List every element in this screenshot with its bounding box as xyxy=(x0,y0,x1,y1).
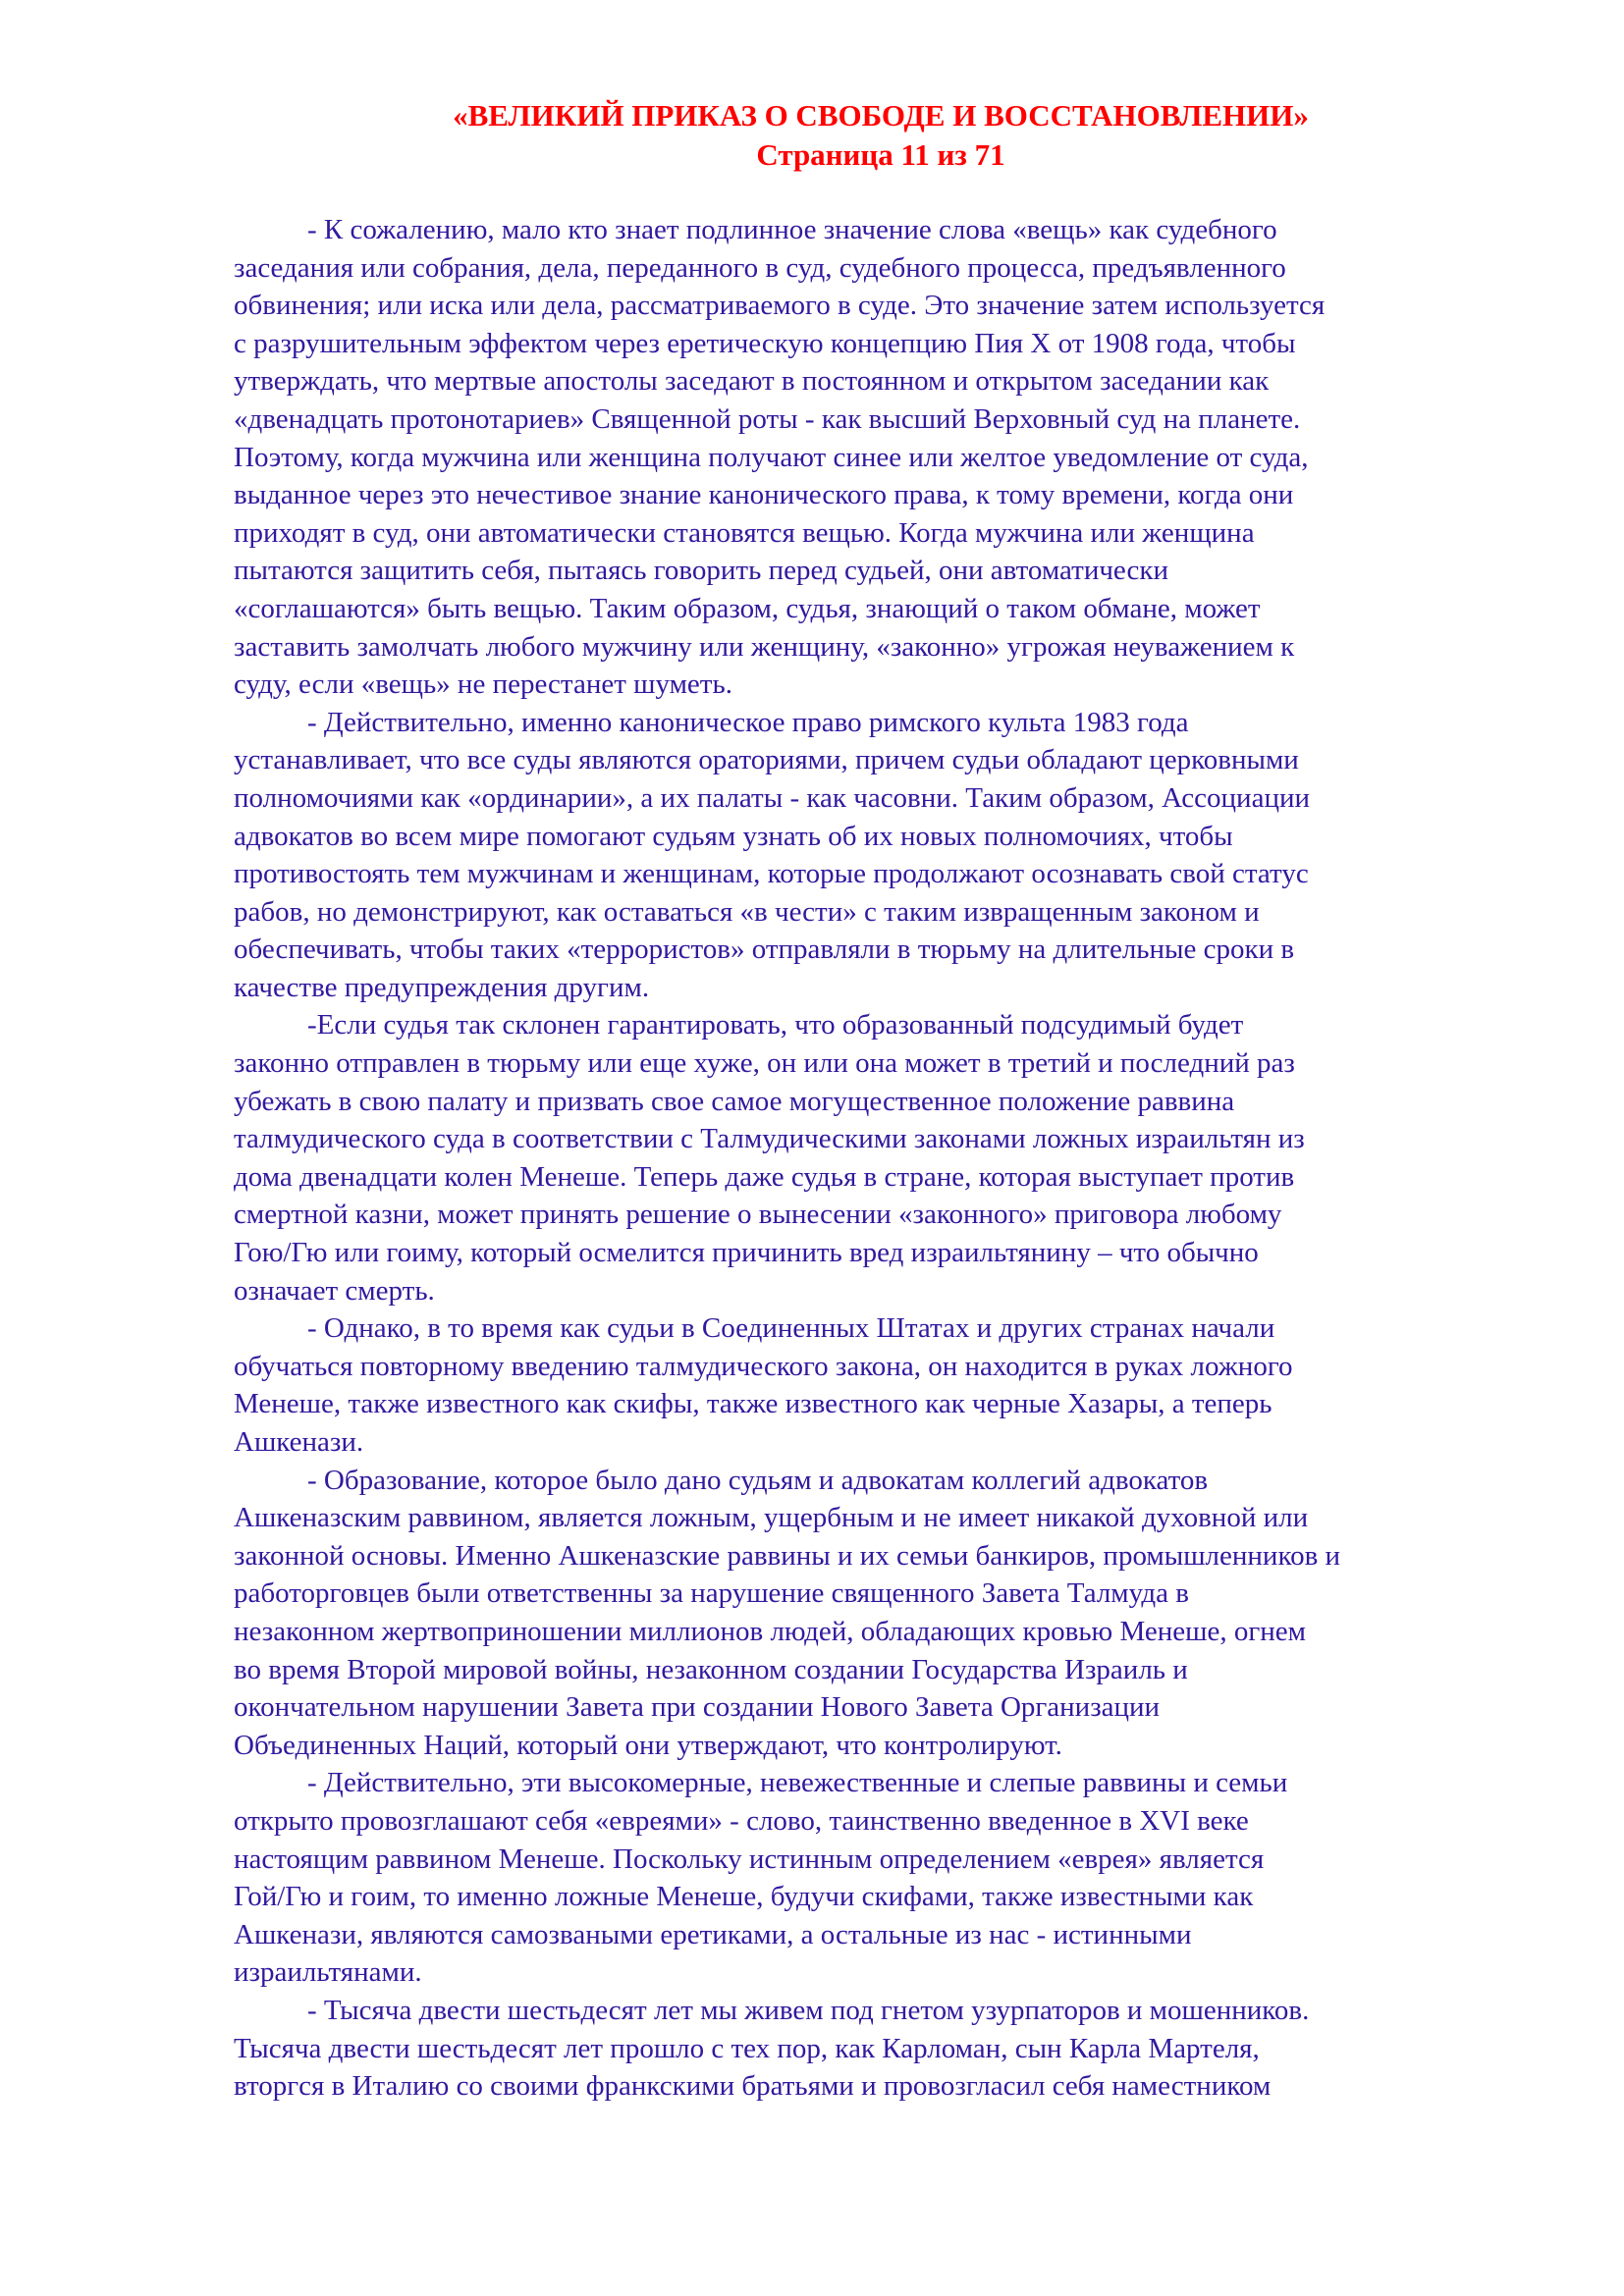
text-line: окончательном нарушении Завета при создании Нового Завета Организации xyxy=(234,1691,1161,1724)
text-line: заседания или собрания, дела, переданного в суд, судебного процесса, предъявленного xyxy=(234,251,1286,284)
text-line: заставить замолчать любого мужчину или женщину, «законно» угрожая неуважением к xyxy=(234,630,1295,663)
text-line: - Действительно, эти высокомерные, невежественные и слепые раввины и семьи xyxy=(307,1767,1288,1799)
document-title: «ВЕЛИКИЙ ПРИКАЗ О СВОБОДЕ И ВОССТАНОВЛЕНИИ» xyxy=(453,98,1309,133)
document-header xyxy=(0,96,1624,175)
paragraph xyxy=(234,1992,1530,2106)
text-line: Ашкенази, являются самозваными еретиками, а остальные из нас - истинными xyxy=(234,1918,1192,1950)
text-line: Ашкеназским раввином, является ложным, ущербным и не имеет никакой духовной или xyxy=(234,1502,1309,1534)
text-line: законной основы. Именно Ашкеназские раввины и их семьи банкиров, промышленников и xyxy=(234,1539,1341,1572)
text-line: выданное через это нечестивое знание канонического права, к тому времени, когда они xyxy=(234,479,1294,511)
page-indicator: Страница 11 из 71 xyxy=(756,137,1005,172)
text-line: - Однако, в то время как судьи в Соединенных Штатах и других странах начали xyxy=(307,1312,1275,1345)
text-line: открыто провозглашают себя «евреями» - слово, таинственно введенное в XVI веке xyxy=(234,1804,1249,1837)
text-line: Объединенных Наций, который они утверждают, что контролируют. xyxy=(234,1729,1062,1761)
text-line: работорговцев были ответственны за нарушение священного Завета Талмуда в xyxy=(234,1577,1189,1610)
text-line: с разрушительным эффектом через еретическую концепцию Пия X от 1908 года, чтобы xyxy=(234,327,1296,359)
text-line: Ашкенази. xyxy=(234,1426,364,1458)
text-line: - Тысяча двести шестьдесят лет мы живем под гнетом узурпаторов и мошенников. xyxy=(307,1994,1310,2026)
text-line: убежать в свою палату и призвать свое самое могущественное положение раввина xyxy=(234,1085,1235,1117)
text-line: обучаться повторному введению талмудического закона, он находится в руках ложного xyxy=(234,1350,1293,1382)
text-line: - Действительно, именно каноническое право римского культа 1983 года xyxy=(307,706,1189,738)
text-line: пытаются защитить себя, пытаясь говорить перед судьей, они автоматически xyxy=(234,555,1169,587)
text-line: талмудического суда в соответствии с Талмудическими законами ложных израильтян из xyxy=(234,1123,1305,1155)
text-line: утверждать, что мертвые апостолы заседают в постоянном и открытом заседании как xyxy=(234,365,1270,398)
text-line: обвинения; или иска или дела, рассматриваемого в суде. Это значение затем используется xyxy=(234,290,1326,322)
text-line: Гой/Гю и гоим, то именно ложные Менеше, будучи скифами, также известными как xyxy=(234,1881,1254,1913)
paragraph xyxy=(234,1309,1530,1461)
text-line: Менеше, также известного как скифы, также известного как черные Хазары, а теперь xyxy=(234,1388,1272,1420)
text-line: Тысяча двести шестьдесят лет прошло с тех пор, как Карломан, сын Карла Мартеля, xyxy=(234,2032,1260,2064)
text-line: Поэтому, когда мужчина или женщина получают синее или желтое уведомление от суда, xyxy=(234,441,1309,473)
text-line: законно отправлен в тюрьму или еще хуже, он или она может в третий и последний раз xyxy=(234,1047,1295,1080)
text-line: «соглашаются» быть вещью. Таким образом, судья, знающий о таком обмане, может xyxy=(234,592,1261,624)
text-line: незаконном жертвоприношении миллионов людей, обладающих кровью Менеше, огнем xyxy=(234,1615,1306,1647)
text-line: означает смерть. xyxy=(234,1274,435,1307)
text-line: Гою/Гю или гоиму, который осмелится причинить вред израильтянину – что обычно xyxy=(234,1237,1259,1269)
text-line: -Если судья так склонен гарантировать, что образованный подсудимый будет xyxy=(307,1009,1244,1041)
paragraph xyxy=(234,1006,1530,1309)
document-body xyxy=(234,211,1530,2106)
text-line: приходят в суд, они автоматически становятся вещью. Когда мужчина или женщина xyxy=(234,516,1255,549)
paragraph xyxy=(234,1462,1530,1765)
text-line: - Образование, которое было дано судьям и адвокатам коллегий адвокатов xyxy=(307,1464,1209,1496)
text-line: противостоять тем мужчинам и женщинам, которые продолжают осознавать свой статус xyxy=(234,858,1309,890)
text-line: вторгся в Италию со своими франкскими братьями и провозгласил себя наместником xyxy=(234,2070,1272,2103)
paragraph xyxy=(234,211,1530,704)
text-line: рабов, но демонстрируют, как оставаться «в чести» с таким извращенным законом и xyxy=(234,895,1260,928)
text-line: настоящим раввином Менеше. Поскольку истинным определением «еврея» является xyxy=(234,1842,1265,1875)
text-line: во время Второй мировой войны, незаконном создании Государства Израиль и xyxy=(234,1653,1188,1685)
text-line: - К сожалению, мало кто знает подлинное значение слова «вещь» как судебного xyxy=(307,214,1277,245)
text-line: суду, если «вещь» не перестанет шуметь. xyxy=(234,668,732,701)
text-line: израильтянами. xyxy=(234,1956,422,1989)
text-line: смертной казни, может принять решение о вынесении «законного» приговора любому xyxy=(234,1199,1282,1231)
paragraph xyxy=(234,704,1530,1007)
text-line: дома двенадцати колен Менеше. Теперь даже судья в стране, которая выступает против xyxy=(234,1160,1295,1193)
text-line: качестве предупреждения другим. xyxy=(234,971,650,1003)
text-line: адвокатов во всем мире помогают судьям узнать об их новых полномочиях, чтобы xyxy=(234,820,1233,852)
text-line: устанавливает, что все суды являются ораториями, причем судьи обладают церковными xyxy=(234,744,1299,776)
text-line: «двенадцать протонотариев» Священной роты - как высший Верховный суд на планете. xyxy=(234,402,1301,435)
text-line: полномочиями как «ординарии», а их палаты - как часовни. Таким образом, Ассоциации xyxy=(234,781,1311,814)
paragraph xyxy=(234,1764,1530,1992)
text-line: обеспечивать, чтобы таких «террористов» отправляли в тюрьму на длительные сроки в xyxy=(234,934,1295,966)
